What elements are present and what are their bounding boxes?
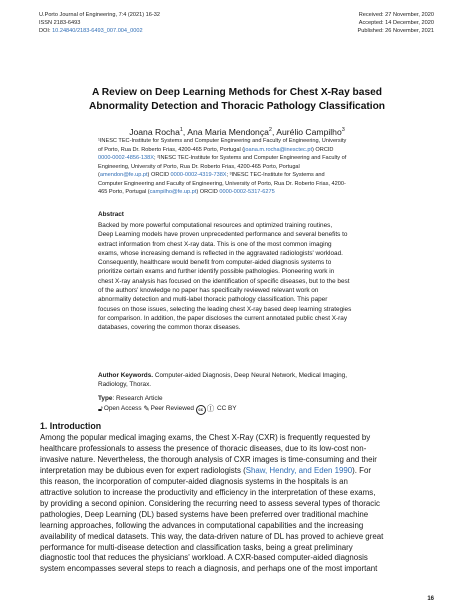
published-date: Published: 26 November, 2021 [357, 28, 434, 34]
orcid-link[interactable]: 0000-0002-5317-6275 [219, 189, 275, 195]
email-link[interactable]: joana.m.rocha@inesctec.pt [244, 146, 313, 153]
publication-dates [358, 11, 435, 35]
abstract-heading: Abstract [98, 211, 124, 218]
license-label: CC BY [217, 404, 237, 412]
received-date: Received: 27 November, 2020 [358, 12, 434, 18]
edit-checkbox-icon: ✎ [143, 403, 150, 413]
orcid-link[interactable]: 0000-0002-4856-138X [98, 155, 154, 161]
open-lock-icon: 🔓︎ [98, 403, 103, 413]
article-meta: Type: Research Article 🔓︎Open Access ✎Peer Reviewed cc Ⓘ CC BY [98, 395, 237, 413]
introduction-text: Among the popular medical imaging exams, the Chest X-Ray (CXR) is frequently requested by healthcare professionals to assess the presence of thoracic diseases, due to its low-cost non- invasive nature. Nevertheless, the thorough analysis of CXR images is time-consuming and their interpretation may be dubious even for expert radiologists (Shaw, Hendry, and Eden 1990). For this reason, the incorporation of computer-aided diagnosis systems in the hospitals is an attractive solution to increase the productivity and efficiency in the interpretation of these exams, by providing a second opinion. Considering the recurring need to assess several types of thoracic pathologies, Deep Learning (DL) based systems have been preferred over traditional machine learning approaches, following the advances in computational capabilities and the increasing availability of medical datasets. This way, the data-driven nature of DL has proved to achieve great performance for multi-disease detection and classification tasks, being a great preliminary diagnostic tool that reduces the physicians' workload. A CXR-based computer-aided diagnosis system encompasses several steps to reach a diagnosis, and perhaps one of the most important [40, 433, 384, 574]
issn: ISSN 2183-6493 [39, 20, 81, 26]
attribution-person-icon: Ⓘ [206, 403, 215, 413]
page-number: 16 [427, 596, 434, 602]
journal-name: U.Porto Journal of Engineering, 7:4 (2021) 16-32 [39, 12, 160, 18]
email-link[interactable]: amendon@fe.up.pt [99, 172, 148, 178]
orcid-link[interactable]: 0000-0002-4319-738X [170, 172, 227, 178]
email-link[interactable]: campilho@fe.up.pt [149, 189, 197, 195]
keywords: Author Keywords. Computer-aided Diagnosis, Deep Neural Network, Medical Imaging, Radiology, Thorax. [98, 372, 347, 389]
author-list: Joana Rocha$^1$, Ana Maria Mendonça$^2$, Aurélio Campilho$^3$ [129, 126, 345, 137]
author-name: , Ana Maria Mendonça [182, 126, 269, 137]
keywords-label: Author Keywords. [98, 372, 154, 379]
accepted-date: Accepted: 14 December, 2020 [358, 20, 434, 26]
creative-commons-icon: cc [196, 405, 206, 415]
author-name: , Aurélio Campilho [271, 126, 342, 137]
journal-header [39, 11, 160, 35]
citation-link[interactable]: Shaw, Hendry, and Eden 1990 [245, 465, 353, 475]
affiliations: ¹INESC TEC-Institute for Systems and Computer Engineering and Faculty of Engineering, University of Porto, Rua Dr. Roberto Frias, 4200-465 Porto, Portugal (joana.m.rocha@inesctec.pt) ORCID 0000-0002-4856-138X; ²INESC TEC-Institute for Systems and Computer Engineering and Faculty of Engineering, University of Porto, Rua Dr. Roberto Frias, 4200-465 Porto, Portugal (amendon@fe.up.pt) ORCID 0000-0002-4319-738X; ³INESC TEC-Institute for Systems and Computer Engineering and Faculty of Engineering, University of Porto, Rua Dr. Roberto Frias, 4200- 465 Porto, Portugal (campilho@fe.up.pt) ORCID 0000-0002-5317-6275 [98, 138, 347, 195]
peer-reviewed-label: Peer Reviewed [150, 404, 194, 412]
abstract-text: Backed by more powerful computational resources and optimized training routines, Deep Learning models have proven unprecedented performance and several benefits to extract information from chest X-ray data. This is one of the most common imaging exams, whose increasing demand is reflected in the aggravated radiologists' workload. Consequently, healthcare would benefit from computer-aided diagnosis systems to prioritize certain exams and further identify possible pathologies. Pioneering work in chest X-ray analysis has focused on the identification of specific diseases, but to the best of the authors' knowledge no paper has specifically reviewed relevant work on abnormality detection and multi-label thoracic pathology classification. This paper focuses on those issues, selecting the leading chest X-ray based deep learning strategies for comparison. In addition, the paper discloses the current annotated public chest X-ray databases, covering the common thorax diseases. [98, 222, 352, 332]
author-name: Joana Rocha [129, 126, 180, 137]
doi-link[interactable]: 10.24840/2183-6493_007.004_0002 [52, 28, 143, 34]
open-access-label: Open Access [103, 404, 142, 412]
type-label: Type [98, 395, 113, 402]
section-heading: 1. Introduction [40, 421, 102, 431]
paper-title: A Review on Deep Learning Methods for Chest X-Ray based Abnormality Detection and Thoracic Pathology Classification [88, 87, 386, 112]
doi-line: DOI: 10.24840/2183-6493_007.004_0002 [39, 28, 143, 34]
